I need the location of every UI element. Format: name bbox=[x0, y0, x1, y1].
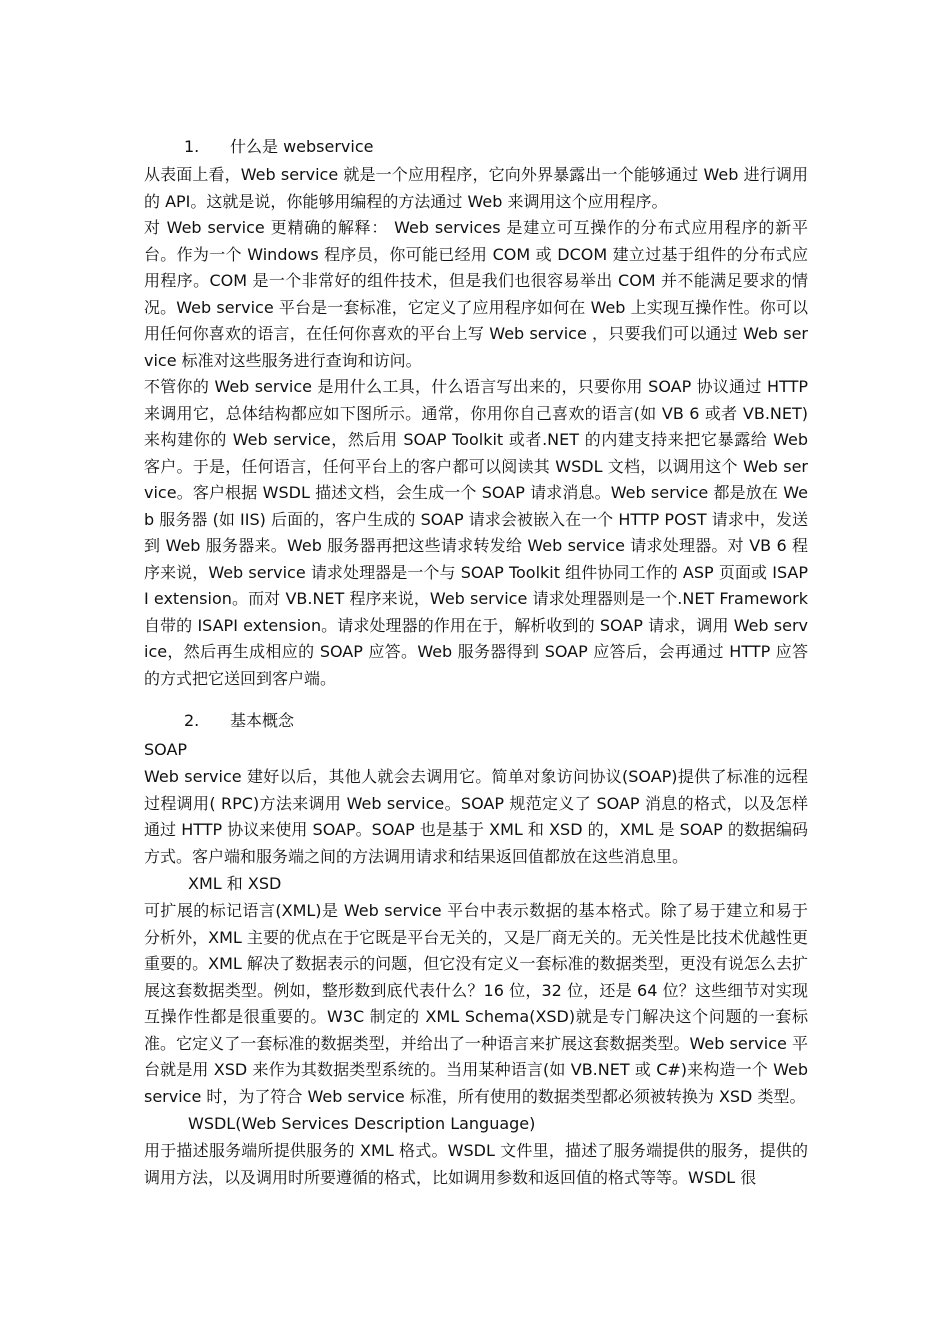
document-page bbox=[144, 132, 808, 1191]
section-2-title: 基本概念 bbox=[230, 711, 295, 730]
section-1-title: 什么是 webservice bbox=[230, 137, 374, 156]
section-1-paragraph-2: 对 Web service 更精确的解释： Web services 是建立可互操作的分布式应用程序的新平台。作为一个 Windows 程序员，你可能已经用 COM 或 DCOM 建立过基于组件的分布式应用程序。COM 是一个非常好的组件技术，但是我们也很容易举出 COM 并不能满足要求的情况。Web service 平台是一套标准，它定义了应用程序如何在 Web 上实现互操作性。你可以用任何你喜欢的语言，在任何你喜欢的平台上写 Web service ，只要我们可以通过 Web service 标准对这些服务进行查询和访问。 bbox=[144, 218, 808, 370]
xml-xsd-paragraph: 可扩展的标记语言(XML)是 Web service 平台中表示数据的基本格式。除了易于建立和易于分析外，XML 主要的优点在于它既是平台无关的，又是厂商无关的。无关性是比技术优越性更重要的。XML 解决了数据表示的问题，但它没有定义一套标准的数据类型，更没有说怎么去扩展这套数据类型。例如，整形数到底代表什么？16 位，32 位，还是 64 位？这些细节对实现互操作性都是很重要的。W3C 制定的 XML Schema(XSD)就是专门解决这个问题的一套标准。它定义了一套标准的数据类型，并给出了一种语言来扩展这套数据类型。Web service 平台就是用 XSD 来作为其数据类型系统的。当用某种语言(如 VB.NET 或 C#)来构造一个 Web service 时，为了符合 Web service 标准，所有使用的数据类型都必须被转换为 XSD 类型。 bbox=[144, 901, 808, 1106]
section-1-paragraph-1: 从表面上看，Web service 就是一个应用程序，它向外界暴露出一个能够通过 Web 进行调用的 API。这就是说，你能够用编程的方法通过 Web 来调用这个应用程序。 bbox=[144, 165, 808, 211]
section-1-paragraph-3: 不管你的 Web service 是用什么工具，什么语言写出来的，只要你用 SOAP 协议通过 HTTP 来调用它，总体结构都应如下图所示。通常，你用你自己喜欢的语言(如 VB 6 或者 VB.NET)来构建你的 Web service，然后用 SOAP Toolkit 或者.NET 的内建支持来把它暴露给 Web 客户。于是，任何语言，任何平台上的客户都可以阅读其 WSDL 文档，以调用这个 Web service。客户根据 WSDL 描述文档，会生成一个 SOAP 请求消息。Web service 都是放在 Web 服务器 (如 IIS) 后面的，客户生成的 SOAP 请求会被嵌入在一个 HTTP POST 请求中，发送到 Web 服务器来。Web 服务器再把这些请求转发给 Web service 请求处理器。对 VB 6 程序来说，Web service 请求处理器是一个与 SOAP Toolkit 组件协同工作的 ASP 页面或 ISAPI extension。而对 VB.NET 程序来说，Web service 请求处理器则是一个.NET Framework 自带的 ISAPI extension。请求处理器的作用在于，解析收到的 SOAP 请求，调用 Web service，然后再生成相应的 SOAP 应答。Web 服务器得到 SOAP 应答后，会再通过 HTTP 应答的方式把它送回到客户端。 bbox=[144, 377, 808, 688]
soap-label: SOAP bbox=[144, 740, 188, 759]
section-1-heading bbox=[184, 132, 808, 162]
wsdl-paragraph: 用于描述服务端所提供服务的 XML 格式。WSDL 文件里，描述了服务端提供的服务，提供的调用方法，以及调用时所要遵循的格式，比如调用参数和返回值的格式等等。WSDL 很 bbox=[144, 1141, 808, 1187]
section-2-heading bbox=[184, 706, 808, 736]
xml-xsd-label: XML 和 XSD bbox=[188, 874, 282, 893]
section-1-number: 1. bbox=[184, 137, 200, 156]
soap-paragraph: Web service 建好以后，其他人就会去调用它。简单对象访问协议(SOAP)提供了标准的远程过程调用( RPC)方法来调用 Web service。SOAP 规范定义了 SOAP 消息的格式，以及怎样通过 HTTP 协议来使用 SOAP。SOAP 也是基于 XML 和 XSD 的，XML 是 SOAP 的数据编码方式。客户端和服务端之间的方法调用请求和结果返回值都放在这些消息里。 bbox=[144, 767, 808, 866]
section-2-number: 2. bbox=[184, 711, 200, 730]
wsdl-label: WSDL(Web Services Description Language) bbox=[188, 1114, 536, 1133]
